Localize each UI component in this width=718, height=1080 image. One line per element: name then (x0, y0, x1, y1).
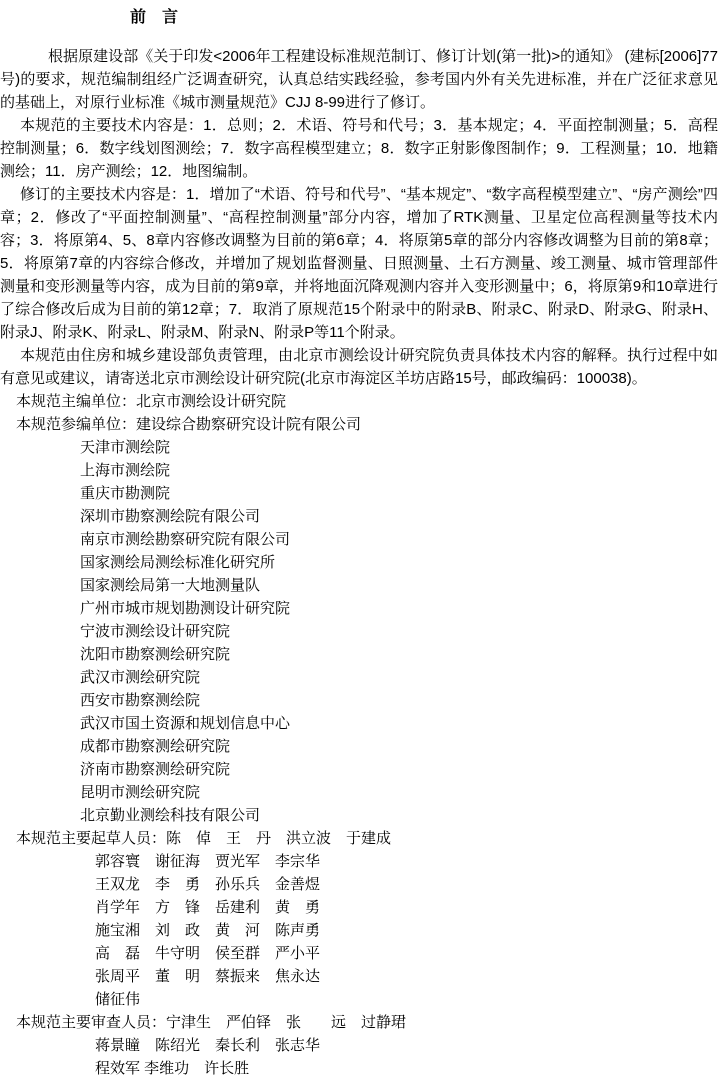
participating-unit-item: 广州市城市规划勘测设计研究院 (80, 600, 291, 617)
reviewers-label: 本规范主要审查人员： (16, 1014, 167, 1031)
chief-editor-unit-value: 北京市测绘设计研究院 (136, 393, 287, 410)
participating-unit-item: 武汉市测绘研究院 (80, 669, 201, 686)
chief-editor-unit-label: 本规范主编单位： (16, 393, 137, 410)
page-title: 前 言 (130, 9, 179, 26)
participating-unit-first: 建设综合勘察研究设计院有限公司 (136, 416, 362, 433)
participating-unit-item: 深圳市勘察测绘院有限公司 (80, 508, 261, 525)
participating-unit-item: 沈阳市勘察测绘研究院 (80, 646, 231, 663)
paragraph-management: 本规范由住房和城乡建设部负责管理，由北京市测绘设计研究院负责具体技术内容的解释。执行过程中如有意见或建议，请寄送北京市测绘设计研究院(北京市海淀区羊坊店路15号，邮政编码：100038)。 (0, 347, 718, 387)
reviewers-line (0, 1011, 718, 1034)
participating-unit-item: 重庆市勘测院 (80, 485, 171, 502)
paragraph-basis: 根据原建设部《关于印发<2006年工程建设标准规范制订、修订计划(第一批)>的通知》 (建标[2006]77号)的要求，规范编制组经广泛调查研究，认真总结实践经验，参考国内外有关先进标准，并在广泛征求意见的基础上，对原行业标准《城市测量规范》CJJ 8-99进行了修订。 (0, 48, 718, 111)
paragraph-main-contents: 本规范的主要技术内容是：1．总则；2．术语、符号和代号；3．基本规定；4．平面控制测量；5．高程控制测量；6．数字线划图测绘；7．数字高程模型建立；8．数字正射影像图制作；9．工程测量；10．地籍测绘；11．房产测绘；12．地图编制。 (0, 117, 718, 180)
drafter-names-line: 郭容寰 谢征海 贾光军 李宗华 (95, 853, 321, 870)
participating-unit-item: 武汉市国土资源和规划信息中心 (80, 715, 291, 732)
participating-units-label: 本规范参编单位： (16, 416, 137, 433)
participating-unit-item: 济南市勘察测绘研究院 (80, 761, 231, 778)
reviewer-names-first: 宁津生 严伯铎 张 远 过静珺 (166, 1014, 407, 1031)
paragraph-revision-contents: 修订的主要技术内容是：1．增加了“术语、符号和代号”、“基本规定”、“数字高程模型建立”、“房产测绘”四章；2．修改了“平面控制测量”、“高程控制测量”部分内容，增加了RTK测量、卫星定位高程测量等技术内容；3．将原第4、5、8章内容修改调整为目前的第6章；4．将原第5章的部分内容修改调整为目前的第8章；5．将原第7章的内容综合修改，并增加了规划监督测量、日照测量、土石方测量、竣工测量、城市管理部件测量和变形测量等内容，成为目前的第9章，并将地面沉降观测内容并入变形测量中；6，将原第9和10章进行了综合修改后成为目前的第12章；7．取消了原规范15个附录中的附录B、附录C、附录D、附录G、附录H、附录J、附录K、附录L、附录M、附录N、附录P等11个附录。 (0, 186, 718, 341)
drafters-label: 本规范主要起草人员： (16, 830, 167, 847)
participating-unit-item: 国家测绘局测绘标准化研究所 (80, 554, 276, 571)
chief-editor-unit-line (0, 390, 718, 413)
participating-unit-item: 昆明市测绘研究院 (80, 784, 201, 801)
drafter-names-line: 施宝湘 刘 政 黄 河 陈声勇 (95, 922, 321, 939)
drafter-names-first: 陈 倬 王 丹 洪立波 于建成 (166, 830, 392, 847)
participating-units-line (0, 413, 718, 436)
drafter-names-line: 王双龙 李 勇 孙乐兵 金善煜 (95, 876, 321, 893)
participating-unit-item: 南京市测绘勘察研究院有限公司 (80, 531, 291, 548)
participating-unit-item: 国家测绘局第一大地测量队 (80, 577, 261, 594)
participating-unit-item: 上海市测绘院 (80, 462, 171, 479)
participating-unit-item: 北京勤业测绘科技有限公司 (80, 807, 261, 824)
participating-unit-item: 宁波市测绘设计研究院 (80, 623, 231, 640)
reviewer-names-line: 程效军 李维功 许长胜 (95, 1060, 250, 1077)
participating-unit-item: 西安市勘察测绘院 (80, 692, 201, 709)
drafter-names-line: 张周平 董 明 蔡振来 焦永达 (95, 968, 321, 985)
drafter-names-line: 高 磊 牛守明 侯至群 严小平 (95, 945, 321, 962)
drafters-line (0, 827, 718, 850)
reviewer-names-line: 蒋景瞳 陈绍光 秦长利 张志华 (95, 1037, 321, 1054)
participating-unit-item: 成都市勘察测绘研究院 (80, 738, 231, 755)
participating-unit-item: 天津市测绘院 (80, 439, 171, 456)
drafter-names-line: 储征伟 (95, 991, 141, 1008)
drafter-names-line: 肖学年 方 锋 岳建利 黄 勇 (95, 899, 321, 916)
